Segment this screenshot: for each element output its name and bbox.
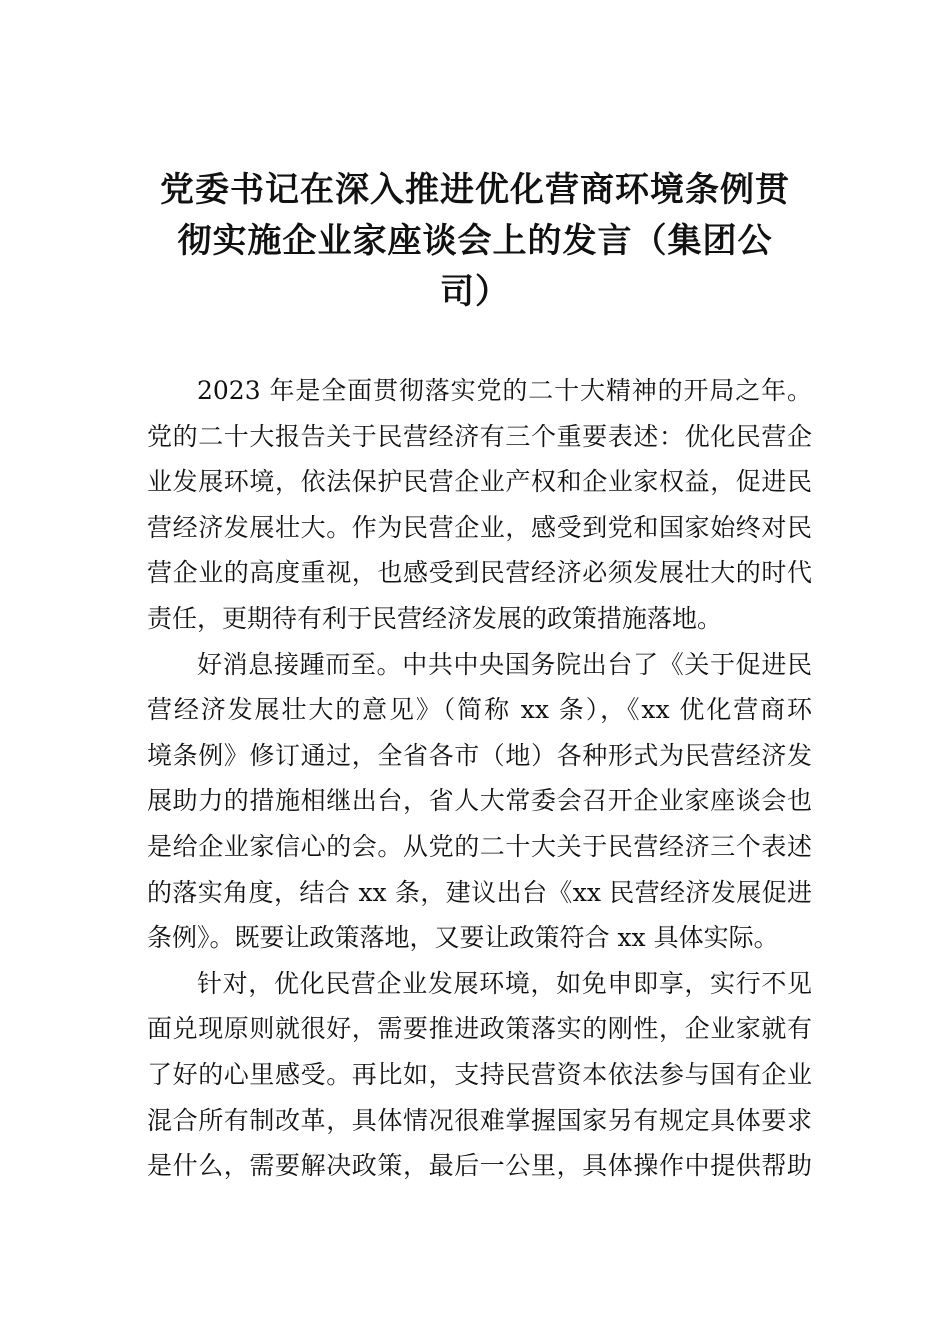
text-line: 条例》。既要让政策落地，又要让政策符合 xx 具体实际。 — [147, 923, 779, 953]
text-line: 党的二十大报告关于民营经济有三个重要表述：优化民营企 — [147, 421, 812, 451]
document-title — [150, 165, 800, 318]
text-line: 2023 年是全面贯彻落实党的二十大精神的开局之年。 — [197, 376, 812, 405]
document-body — [147, 368, 812, 1189]
paragraph-1 — [147, 368, 812, 642]
text-line: 针对，优化民营企业发展环境，如免申即享，实行不见 — [197, 968, 812, 998]
title-line: 党委书记在深入推进优化营商环境条例贯 — [160, 170, 790, 210]
paragraph-3 — [147, 961, 812, 1189]
text-line: 展助力的措施相继出台，省人大常委会召开企业家座谈会也 — [147, 786, 812, 816]
text-line: 境条例》修订通过，全省各市（地）各种形式为民营经济发 — [147, 740, 812, 770]
text-line: 了好的心里感受。再比如，支持民营资本依法参与国有企业 — [147, 1059, 812, 1089]
text-line: 营经济发展壮大的意见》（简称 xx 条），《xx 优化营商环 — [147, 695, 812, 725]
title-line: 彻实施企业家座谈会上的发言（集团公 — [177, 221, 773, 261]
text-line: 混合所有制改革，具体情况很难掌握国家另有规定具体要求 — [147, 1105, 812, 1135]
text-line: 的落实角度，结合 xx 条，建议出台《xx 民营经济发展促进 — [147, 877, 812, 907]
text-line: 是什么，需要解决政策，最后一公里，具体操作中提供帮助 — [147, 1151, 812, 1181]
text-line: 责任，更期待有利于民营经济发展的政策措施落地。 — [147, 603, 723, 633]
text-line: 是给企业家信心的会。从党的二十大关于民营经济三个表述 — [147, 831, 812, 861]
text-line: 业发展环境，依法保护民营企业产权和企业家权益，促进民 — [147, 467, 812, 497]
title-line: 司） — [440, 272, 510, 312]
text-line: 营经济发展壮大。作为民营企业，感受到党和国家始终对民 — [147, 512, 812, 542]
text-line: 营企业的高度重视，也感受到民营经济必须发展壮大的时代 — [147, 558, 812, 588]
text-line: 面兑现原则就很好，需要推进政策落实的刚性，企业家就有 — [147, 1014, 812, 1044]
text-line: 好消息接踵而至。中共中央国务院出台了《关于促进民 — [197, 649, 812, 679]
paragraph-2 — [147, 642, 812, 961]
